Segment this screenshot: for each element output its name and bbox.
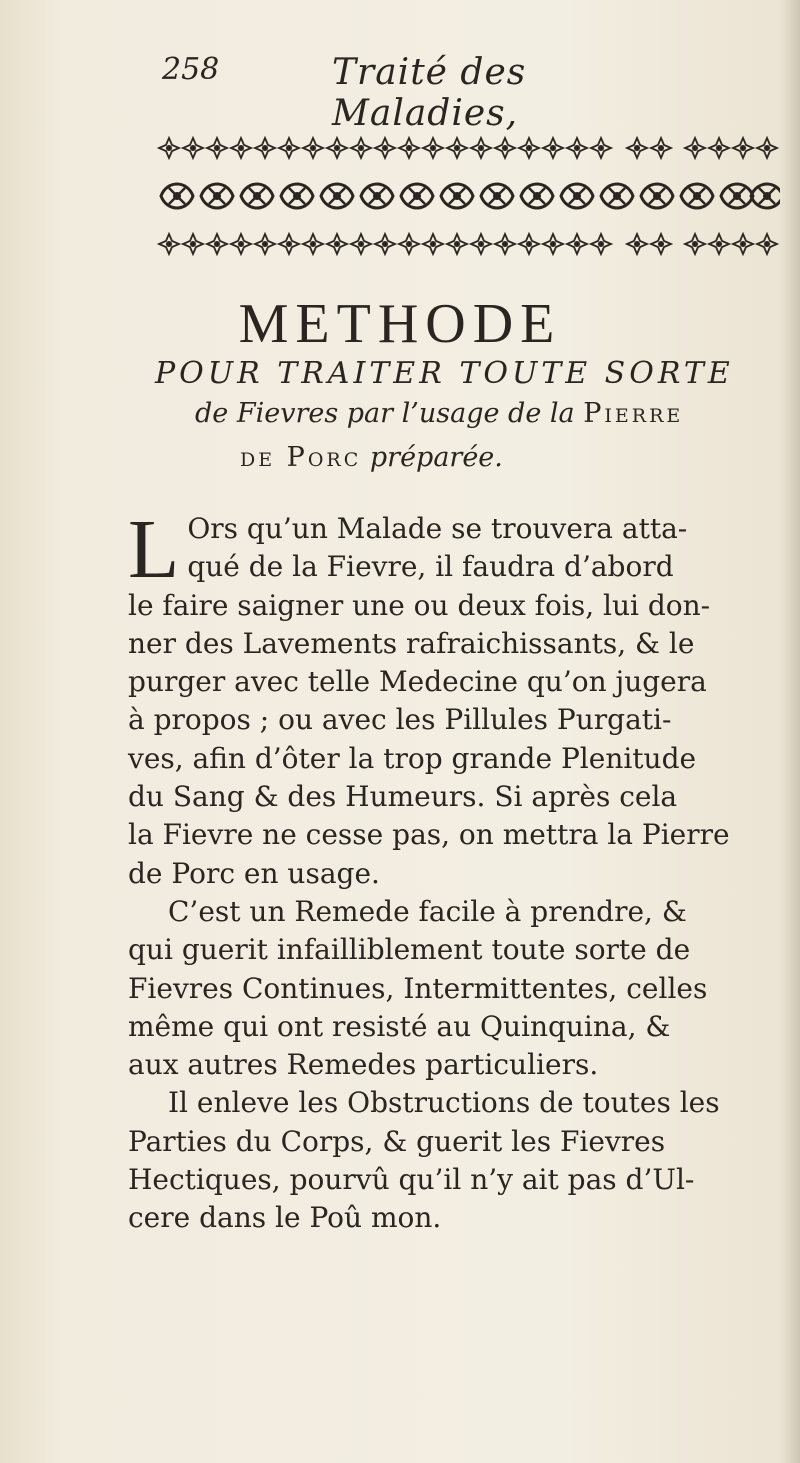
text-line: le faire saigner une ou deux fois, lui don- xyxy=(128,588,711,622)
page-header xyxy=(162,52,722,134)
drop-cap: L xyxy=(128,503,180,596)
subtitle-line-3-italic: préparée. xyxy=(369,442,503,473)
text-line: Il enleve les Obstructions de toutes les xyxy=(168,1086,720,1120)
subtitle-line-1: POUR TRAITER TOUTE SORTE xyxy=(155,356,734,391)
subtitle-line-2-caps: Pierre xyxy=(583,398,684,429)
text-line: qué de la Fievre, il faudra d’abord xyxy=(187,550,674,584)
subtitle-line-3 xyxy=(240,442,780,473)
running-title: Traité des Maladies, xyxy=(332,52,527,134)
fleuron-band-icon xyxy=(155,126,780,276)
body-text xyxy=(128,503,768,1238)
chapter-title: METHODE xyxy=(238,293,562,355)
text-line: même qui ont resisté au Quinquina, & xyxy=(128,1009,671,1043)
text-line: Parties du Corps, & guerit les Fievres xyxy=(128,1124,666,1158)
text-line: Hectiques, pourvû qu’il n’y ait pas d’Ul- xyxy=(128,1163,695,1197)
subtitle-line-2 xyxy=(195,398,775,429)
page-edge-shadow xyxy=(780,0,800,1463)
text-line: cere dans le Poû mon. xyxy=(128,1201,442,1235)
text-line: à propos ; ou avec les Pillules Purgati- xyxy=(128,703,672,737)
text-line: C’est un Remede facile à prendre, & xyxy=(168,894,687,928)
subtitle-line-2-italic: de Fievres par l’usage de la xyxy=(195,398,575,429)
text-line: Ors qu’un Malade se trouvera atta- xyxy=(187,512,688,545)
text-line: du Sang & des Humeurs. Si après cela xyxy=(128,780,678,814)
page-number: 258 xyxy=(162,52,220,87)
text-line: qui guerit infailliblement toute sorte de xyxy=(128,933,691,967)
text-line: aux autres Remedes particuliers. xyxy=(128,1048,599,1082)
text-line: ner des Lavements rafraichissants, & le xyxy=(128,626,695,660)
text-line: ves, afin d’ôter la trop grande Plenitude xyxy=(128,741,697,775)
text-line: de Porc en usage. xyxy=(128,856,380,890)
text-line: la Fievre ne cesse pas, on mettra la Pierre xyxy=(128,818,730,852)
text-line: purger avec telle Medecine qu’on jugera xyxy=(128,665,707,699)
subtitle-line-3-caps: de Porc xyxy=(240,442,362,473)
text-line: Fievres Continues, Intermittentes, celles xyxy=(128,971,708,1005)
